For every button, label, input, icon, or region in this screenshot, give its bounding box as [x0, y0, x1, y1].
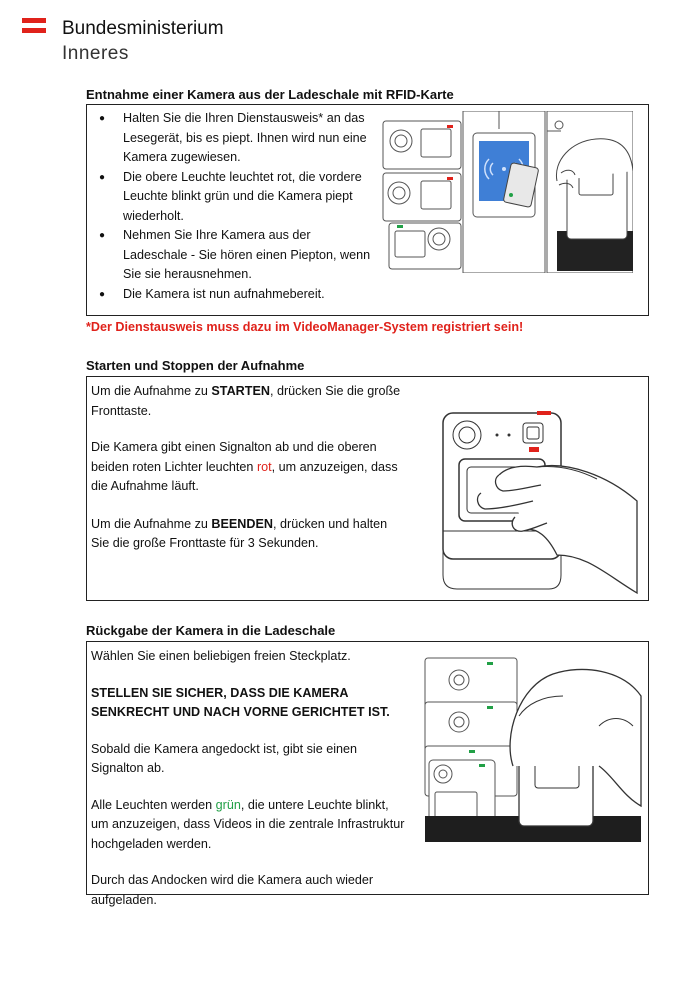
- section2-title: Starten und Stoppen der Aufnahme: [86, 358, 305, 373]
- bullet-item: ● Die Kamera ist nun aufnahmebereit.: [91, 285, 373, 305]
- recording-indicator-text: Die Kamera gibt einen Signalton ab und die oberen beiden roten Lichter leuchten rot, um anzuzeigen, dass die Aufnahme läuft.: [91, 440, 398, 493]
- orientation-warning: STELLEN SIE SICHER, DASS DIE KAMERA SENKRECHT UND NACH VORNE GERICHTET IST.: [91, 685, 390, 719]
- rfid-reader-illustration: [381, 111, 633, 273]
- camera-record-button-illustration: [437, 405, 649, 597]
- upload-indicator-text: Alle Leuchten werden grün, die untere Leuchte blinkt, um anzuzeigen, dass Videos in die zentrale Infrastruktur hochgeladen werden.: [91, 797, 405, 851]
- recharge-text: Durch das Andocken wird die Kamera auch wieder aufgeladen.: [91, 873, 374, 907]
- dock-signal-text: Sobald die Kamera angedockt ist, gibt sie einen Signalton ab.: [91, 741, 358, 775]
- stop-instruction: Um die Aufnahme zu BEENDEN, drücken und halten Sie die große Fronttaste für 3 Sekunden.: [91, 516, 388, 550]
- camera-docking-illustration: [423, 656, 643, 846]
- bullet-item: ● Nehmen Sie Ihre Kamera aus der Ladeschale - Sie hören einen Piepton, wenn Sie sie herausnehmen.: [91, 226, 373, 285]
- registration-note: *Der Dienstausweis muss dazu im VideoManager-System registriert sein!: [86, 320, 524, 334]
- logo-line1: Bundesministerium: [62, 18, 224, 39]
- logo-line2: Inneres: [62, 43, 129, 64]
- bullet-item: ● Die obere Leuchte leuchtet rot, die vordere Leuchte blinkt grün und die Kamera piept wiederholt.: [91, 168, 373, 227]
- bullet-item: ● Halten Sie die Ihren Dienstausweis* an das Lesegerät, bis es piept. Ihnen wird nun eine Kamera zugewiesen.: [91, 109, 373, 168]
- section1-title: Entnahme einer Kamera aus der Ladeschale mit RFID-Karte: [86, 87, 454, 102]
- section1-box: [86, 104, 649, 316]
- section3-box: [86, 641, 649, 907]
- section2-box: [86, 376, 649, 601]
- choose-slot-text: Wählen Sie einen beliebigen freien Steckplatz.: [91, 649, 351, 663]
- austria-flag-icon: [22, 18, 46, 33]
- section1-bullet-list: [91, 109, 373, 304]
- start-instruction: Um die Aufnahme zu STARTEN, drücken Sie die große Fronttaste.: [91, 384, 401, 418]
- section3-title: Rückgabe der Kamera in die Ladeschale: [86, 623, 336, 638]
